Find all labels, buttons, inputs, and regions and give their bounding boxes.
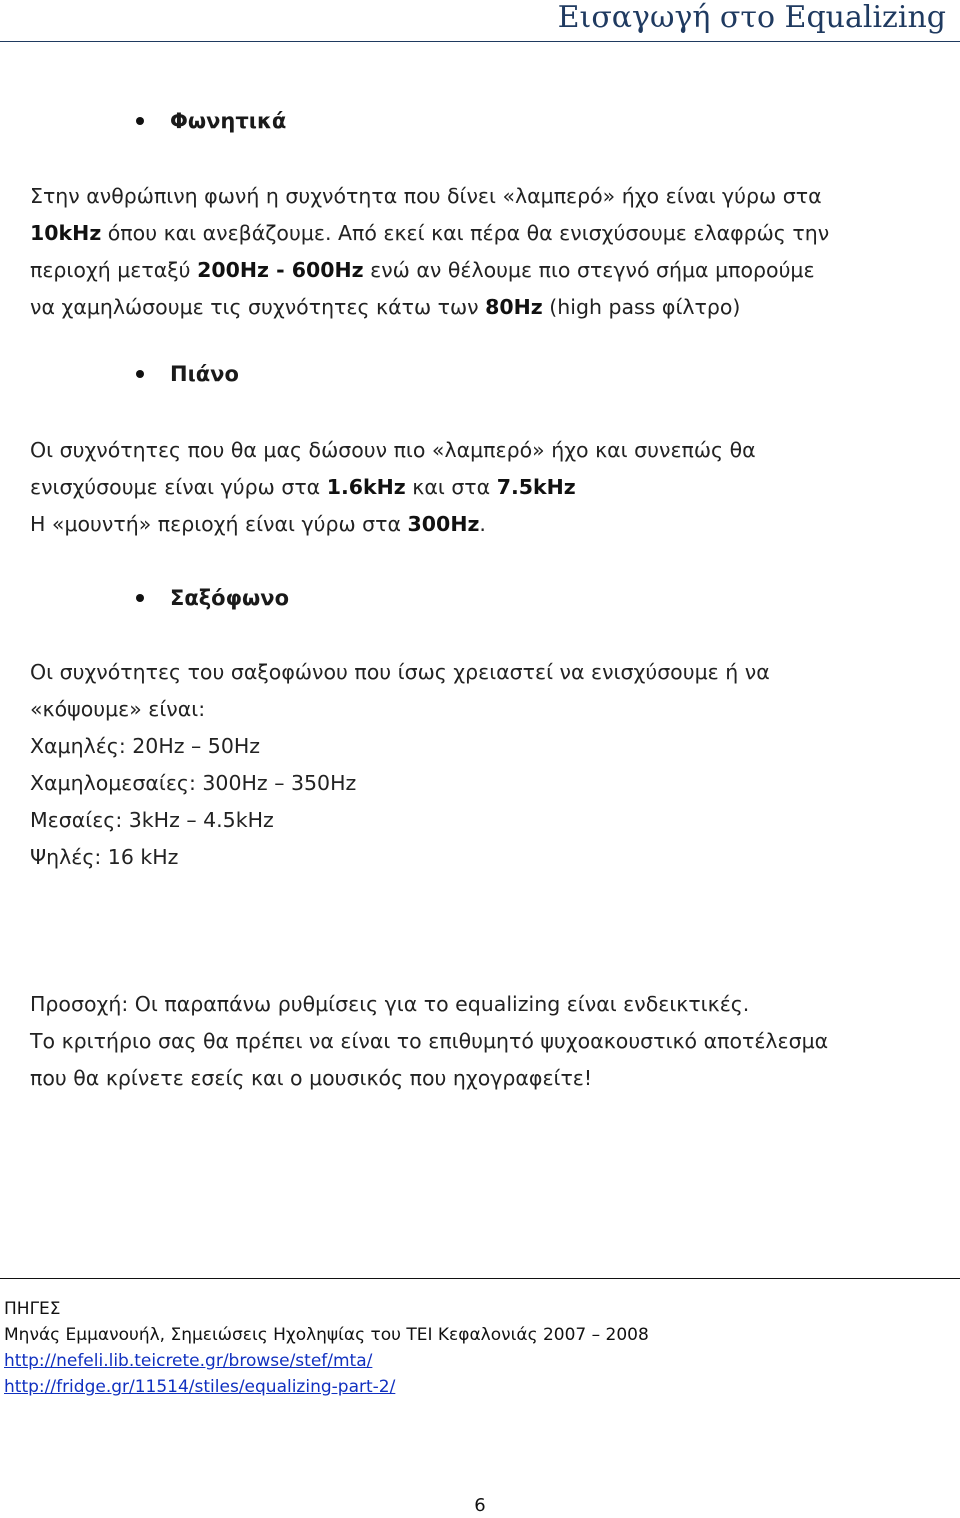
paragraph-vocals	[30, 178, 940, 326]
text-line: Στην ανθρώπινη φωνή η συχνότητα που δίνει «λαμπερό» ήχο είναι γύρω στα	[30, 184, 822, 208]
bold-value: 7.5kHz	[496, 475, 576, 499]
source-link-row	[4, 1374, 649, 1400]
heading-saxophone	[136, 583, 289, 613]
bold-value: 300Hz	[407, 512, 480, 536]
text-span: ενισχύσουμε είναι γύρω στα	[30, 475, 327, 499]
source-link-row	[4, 1348, 649, 1374]
footer-divider	[0, 1278, 960, 1279]
bold-value: 200Hz -	[197, 258, 292, 282]
text-line: «κόψουμε» είναι:	[30, 697, 206, 721]
text-line: Οι συχνότητες του σαξοφώνου που ίσως χρειαστεί να ενισχύσουμε ή να	[30, 660, 770, 684]
text-line: που θα κρίνετε εσείς και ο μουσικός που ηχογραφείτε!	[30, 1066, 593, 1090]
text-line	[30, 252, 940, 289]
bold-value: 80Hz	[485, 295, 543, 319]
page-number: 6	[474, 1495, 486, 1516]
text-span: να χαμηλώσουμε τις συχνότητες κάτω των	[30, 295, 486, 319]
text-line	[30, 506, 940, 543]
text-line	[30, 469, 940, 506]
sax-low-mids: Χαμηλομεσαίες: 300Hz – 350Hz	[30, 771, 357, 795]
text-line	[30, 215, 940, 252]
paragraph-note	[30, 986, 940, 1097]
text-span: .	[479, 512, 486, 536]
bold-value: 600Hz	[291, 258, 364, 282]
header-divider	[0, 41, 960, 42]
sax-lows: Χαμηλές: 20Hz – 50Hz	[30, 734, 261, 758]
source-link-fridge[interactable]: http://fridge.gr/11514/stiles/equalizing-part-2/	[4, 1377, 396, 1397]
sources-block	[4, 1296, 649, 1400]
text-span: ενώ αν θέλουμε πιο στεγνό σήμα μπορούμε	[363, 258, 815, 282]
bullet-icon	[136, 594, 144, 602]
heading-vocals-label: Φωνητικά	[170, 109, 287, 133]
paragraph-saxophone	[30, 654, 940, 876]
bullet-icon	[136, 370, 144, 378]
source-link-nefeli[interactable]: http://nefeli.lib.teicrete.gr/browse/stef/mta/	[4, 1351, 373, 1371]
sources-citation: Μηνάς Εμμανουήλ, Σημειώσεις Ηχοληψίας του ΤΕΙ Κεφαλονιάς 2007 – 2008	[4, 1325, 649, 1345]
text-line: Το κριτήριο σας θα πρέπει να είναι το επιθυμητό ψυχοακουστικό αποτέλεσμα	[30, 1029, 829, 1053]
page-header-title: Εισαγωγή στο Equalizing	[557, 0, 946, 35]
text-span: και στα	[405, 475, 497, 499]
bold-value: 1.6kHz	[326, 475, 406, 499]
text-line: Οι συχνότητες που θα μας δώσουν πιο «λαμπερό» ήχο και συνεπώς θα	[30, 438, 756, 462]
sources-label: ΠΗΓΕΣ	[4, 1299, 61, 1319]
text-span: όπου και ανεβάζουμε. Από εκεί και πέρα θα ενισχύσουμε ελαφρώς την	[101, 221, 830, 245]
sax-mids: Μεσαίες: 3kHz – 4.5kHz	[30, 808, 274, 832]
heading-saxophone-label: Σαξόφωνο	[170, 586, 290, 610]
text-line	[30, 289, 940, 326]
bold-value: 10kHz	[30, 221, 102, 245]
heading-piano-label: Πιάνο	[170, 362, 239, 386]
text-span: Η «μουντή» περιοχή είναι γύρω στα	[30, 512, 408, 536]
text-span: (high pass φίλτρο)	[542, 295, 741, 319]
paragraph-piano	[30, 432, 940, 543]
heading-vocals	[136, 106, 286, 136]
heading-piano	[136, 359, 239, 389]
text-span: περιοχή μεταξύ	[30, 258, 198, 282]
bullet-icon	[136, 117, 144, 125]
text-line: Προσοχή: Οι παραπάνω ρυθμίσεις για το equalizing είναι ενδεικτικές.	[30, 992, 750, 1016]
sax-highs: Ψηλές: 16 kHz	[30, 845, 179, 869]
